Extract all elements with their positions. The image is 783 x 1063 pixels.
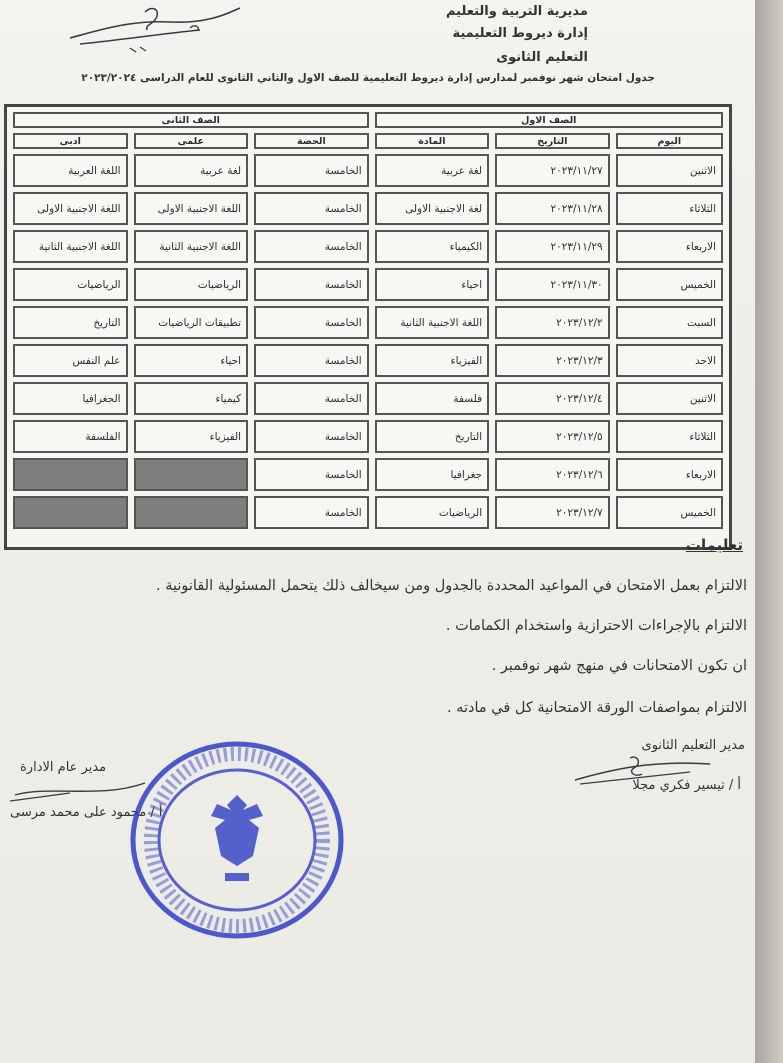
cell-arts: الفلسفة: [13, 420, 128, 453]
cell-science: تطبيقات الرياضيات: [134, 306, 249, 339]
cell-period: الخامسة: [254, 268, 369, 301]
top-scribble-signature: [60, 0, 250, 60]
cell-subject: الرياضيات: [375, 496, 490, 529]
header-secondary: التعليم الثانوى: [496, 50, 588, 65]
cell-arts: اللغة الاجنبية الثانية: [13, 230, 128, 263]
cell-science: احياء: [134, 344, 249, 377]
cell-period: الخامسة: [254, 420, 369, 453]
cell-subject: فلسفة: [375, 382, 490, 415]
cell-day: الثلاثاء: [616, 420, 723, 453]
cell-science: لغة عربية: [134, 154, 249, 187]
group-header-first-grade: الصف الاول: [375, 112, 723, 128]
col-header-subject: المادة: [375, 133, 490, 149]
cell-science: الفيزياء: [134, 420, 249, 453]
cell-arts: الرياضيات: [13, 268, 128, 301]
cell-date: ٢٠٢٣/١١/٢٧: [495, 154, 610, 187]
cell-science: اللغة الاجنبية الاولى: [134, 192, 249, 225]
cell-subject: الفيزياء: [375, 344, 490, 377]
schedule-title: جدول امتحان شهر نوفمبر لمدارس إدارة ديروط التعليمية للصف الاول والثاني الثانوى للعام الدراسى ٢٠٢٣/٢٠٢٤: [81, 72, 655, 84]
cell-date: ٢٠٢٣/١٢/٤: [495, 382, 610, 415]
table-row: [13, 344, 723, 377]
instructions-title: تعليمات: [685, 536, 743, 554]
cell-date: ٢٠٢٣/١٢/٣: [495, 344, 610, 377]
cell-arts: اللغة الاجنبية الاولى: [13, 192, 128, 225]
cell-date: ٢٠٢٣/١٢/٦: [495, 458, 610, 491]
cell-period: الخامسة: [254, 306, 369, 339]
header-administration: إدارة ديروط التعليمية: [452, 26, 588, 41]
cell-date: ٢٠٢٣/١١/٢٩: [495, 230, 610, 263]
cell-period: الخامسة: [254, 458, 369, 491]
exam-schedule-table: [4, 104, 732, 550]
cell-arts: علم النفس: [13, 344, 128, 377]
cell-day: الاربعاء: [616, 458, 723, 491]
table-row: [13, 192, 723, 225]
col-header-date: التاريخ: [495, 133, 610, 149]
cell-science: الرياضيات: [134, 268, 249, 301]
header-directorate: مديرية التربية والتعليم: [445, 4, 588, 19]
signature-left-title: مدير عام الادارة: [20, 760, 107, 775]
cell-date: ٢٠٢٣/١٢/٢: [495, 306, 610, 339]
cell-period: الخامسة: [254, 344, 369, 377]
cell-day: الاثنين: [616, 154, 723, 187]
table-row: [13, 230, 723, 263]
table-row: [13, 154, 723, 187]
cell-arts: [13, 496, 128, 529]
cell-subject: الكيمياء: [375, 230, 490, 263]
col-header-day: اليوم: [616, 133, 723, 149]
cell-period: الخامسة: [254, 382, 369, 415]
cell-date: ٢٠٢٣/١١/٣٠: [495, 268, 610, 301]
cell-day: الخميس: [616, 268, 723, 301]
cell-day: الخميس: [616, 496, 723, 529]
instruction-item: الالتزام بمواصفات الورقة الامتحانية كل في مادته .: [446, 700, 747, 716]
cell-day: السبت: [616, 306, 723, 339]
cell-arts: الجغرافيا: [13, 382, 128, 415]
cell-arts: [13, 458, 128, 491]
official-seal-stamp: [125, 735, 350, 945]
table-row: [13, 306, 723, 339]
cell-science: [134, 458, 249, 491]
cell-day: الاحد: [616, 344, 723, 377]
cell-science: اللغة الاجنبية الثانية: [134, 230, 249, 263]
signature-right-scribble: [570, 750, 720, 790]
instruction-item: الالتزام بعمل الامتحان في المواعيد المحددة بالجدول ومن سيخالف ذلك يتحمل المسئولية القانونية .: [155, 578, 747, 594]
signature-left-name: أ / محمود على محمد مرسى: [10, 805, 163, 820]
cell-date: ٢٠٢٣/١٢/٥: [495, 420, 610, 453]
table-row: [13, 496, 723, 529]
cell-period: الخامسة: [254, 192, 369, 225]
signature-right-title: مدير التعليم الثانوى: [641, 738, 745, 753]
cell-day: الاثنين: [616, 382, 723, 415]
cell-day: الثلاثاء: [616, 192, 723, 225]
table-row: [13, 268, 723, 301]
cell-subject: احياء: [375, 268, 490, 301]
background-edge: [755, 0, 783, 1063]
cell-date: ٢٠٢٣/١١/٢٨: [495, 192, 610, 225]
col-header-period: الحصة: [254, 133, 369, 149]
cell-period: الخامسة: [254, 154, 369, 187]
cell-subject: اللغة الاجنبية الثانية: [375, 306, 490, 339]
table-row: [13, 420, 723, 453]
cell-period: الخامسة: [254, 230, 369, 263]
instruction-item: ان تكون الامتحانات في منهج شهر نوفمبر .: [491, 658, 747, 674]
table-row: [13, 458, 723, 491]
cell-subject: التاريخ: [375, 420, 490, 453]
cell-arts: اللغة العربية: [13, 154, 128, 187]
group-header-second-grade: الصف الثانى: [13, 112, 369, 128]
cell-subject: لغة عربية: [375, 154, 490, 187]
cell-science: كيمياء: [134, 382, 249, 415]
col-header-science: علمى: [134, 133, 249, 149]
table-row: [13, 382, 723, 415]
col-header-arts: ادبى: [13, 133, 128, 149]
cell-date: ٢٠٢٣/١٢/٧: [495, 496, 610, 529]
cell-subject: جغرافيا: [375, 458, 490, 491]
instruction-item: الالتزام بالإجراءات الاحترازية واستخدام الكمامات .: [445, 618, 747, 634]
cell-period: الخامسة: [254, 496, 369, 529]
cell-day: الاربعاء: [616, 230, 723, 263]
cell-arts: التاريخ: [13, 306, 128, 339]
signature-right-name: أ / تيسير فكري مجلا: [632, 778, 741, 793]
cell-subject: لغة الاجنبية الاولى: [375, 192, 490, 225]
cell-science: [134, 496, 249, 529]
